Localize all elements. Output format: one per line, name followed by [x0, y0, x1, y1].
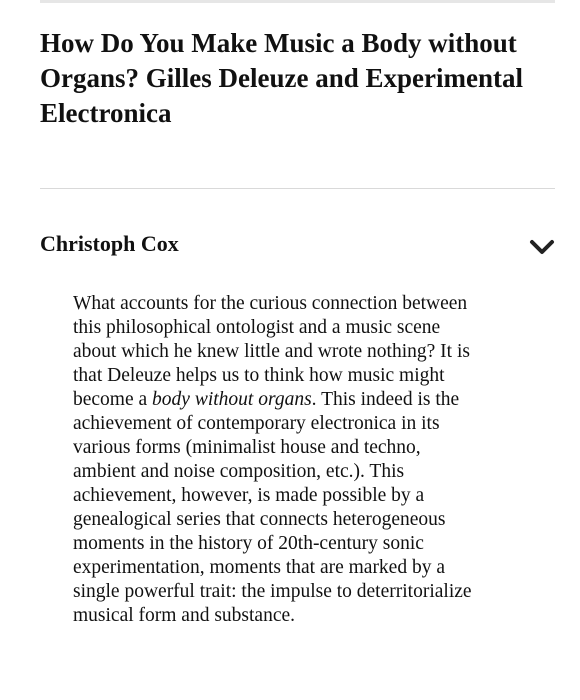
article-title: How Do You Make Music a Body without Organs? Gilles Deleuze and Experimental Electronica [40, 28, 523, 128]
abstract-emphasis: body without organs [152, 389, 312, 410]
abstract-text [73, 292, 543, 628]
abstract-text-end: . This indeed is the achievement of contemporary electronica in its various forms (minimalist house and techno, ambient and noise composition, etc.). This achievement, however, is made possible by a genealogical series that connects heterogeneous moments in the history of 20th-century sonic experimentation, moments that are marked by a single powerful trait: the impulse to deterritorialize musical form and substance. [73, 389, 472, 626]
abstract-text-start: What accounts for the curious connection between this philosophical ontologist and a music scene about which he knew little and wrote nothing? It is that Deleuze helps us to think how music might become a [73, 293, 470, 410]
section-divider [40, 188, 555, 189]
author-name: Christoph Cox [40, 231, 179, 256]
top-divider [40, 0, 555, 3]
chevron-down-icon[interactable] [528, 237, 556, 257]
